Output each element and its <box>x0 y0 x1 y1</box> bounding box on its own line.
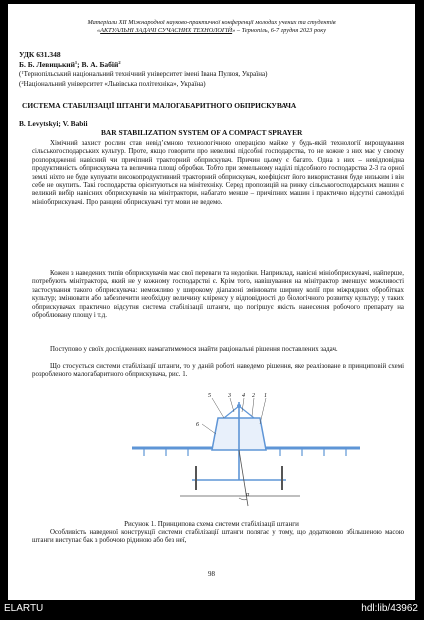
affiliation-2: ($^2$Національний університет «Львівська політехніка», Україна) <box>19 80 206 88</box>
conference-header <box>8 19 415 35</box>
title-english: BAR STABILIZATION SYSTEM OF A COMPACT SPRAYER <box>101 128 303 137</box>
label-6: 6 <box>196 422 199 428</box>
affiliation-1: ($^1$Тернопільський національний технічний університет імені Івана Пулюя, Україна) <box>19 70 268 78</box>
label-1: 1 <box>264 393 267 399</box>
document-page <box>8 4 415 600</box>
paragraph-after-figure: Особливість наведеної конструкції системи стабілізації штанги полягає у тому, що додатковою збільшеною масою штанги виступає бак з робочою рідиною або без неї, <box>32 529 404 545</box>
paragraph-4: Що стосується системи стабілізації штанги, то у даній роботі наведемо рішення, яке реалізоване в принциповій схемі розробленого малогабаритного обприскувача, рис. 1. <box>32 363 404 379</box>
udk-code: УДК 631.348 <box>19 50 61 59</box>
label-2: 2 <box>252 393 255 399</box>
page-number: 98 <box>208 570 215 578</box>
authors-ua: Б. Б. Левицький$^1$; В. А. Бабій$^2$ <box>19 60 121 69</box>
angle-arc <box>239 498 247 500</box>
authors-english: B. Levytskyi; V. Babii <box>19 119 88 128</box>
label-alpha: α <box>246 492 250 498</box>
footer-handle: hdl:lib/43962 <box>361 603 418 614</box>
paragraph-3: Поступово у своїх дослідженнях намагатимемося знайти раціональні рішення поставлених задач. <box>50 346 338 353</box>
paragraph-1: Хімічний захист рослин став невід’ємною технологічною операцією майже у будь-якій технології вирощування сільськогосподарських культур. Проте, якщо говорити про невеликі підсобні господарства, то не кожне з них має у своєму розпорядженні навісний чи причіпний тракторний обприскувач. Причин цьому є багато. Одна з них – невідповідна продуктивність обприскувача та величина площі обробки. Тобто при земельному наділі підсобного господарства 2-3 га орної землі ніхто не буде купувати високопродуктивний тракторний обприскувач, коефіцієнт його використання буде низьким і він себе не окупить. Такі господарства орієнтуються на мінітехніку. Серед пропозицій на ринку сільськогосподарських машин є великий вибір навісних обприскувачів на мінітрактори, набагато менше – причіпних машин і практично відсутні самохідні мініобприскувачі. Про ранцеві обприскувачі тут мови не ведемо. <box>32 140 404 206</box>
label-3: 3 <box>228 393 231 399</box>
sprayer-schematic-figure <box>120 388 370 518</box>
pivot-joint <box>237 404 241 408</box>
header-line-2: «АКТУАЛЬНІ ЗАДАЧІ СУЧАСНИХ ТЕХНОЛОГІЙ» – Тернопіль, 6-7 грудня 2023 року <box>96 27 327 34</box>
title-ukrainian: СИСТЕМА СТАБІЛІЗАЦІЇ ШТАНГИ МАЛОГАБАРИТНОГО ОБПРИСКУВАЧА <box>22 101 297 110</box>
paragraph-2: Кожен з наведених типів обприскувачів має свої переваги та недоліки. Наприклад, навісні мініобприскувачі, найперше, потребують мінітрактора, який не у кожному господарстві є. Крім того, навішування на мінітрактор зменшує можливості застосування такого обприскувача: неможливо у широкому діапазоні змінювати ширину колії при міжрядних обробітках культур; змінювати або забезпечити необхідну величину кліренсу у відповідності до біологічного розвитку культур; у таких обприскувачах практично відсутня система стабілізації штанги, що погіршує якість нанесення робочого препарату на оброблювану площу і т.д. <box>32 270 404 320</box>
footer-repository-name: ELARTU <box>4 603 44 614</box>
figure-caption: Рисунок 1. Принципова схема системи стабілізації штанги <box>124 520 299 528</box>
label-4: 4 <box>242 393 245 399</box>
label-5: 5 <box>208 393 211 399</box>
header-line-1: Матеріали XII Міжнародної науково-практичної конференції молодих учених та студентів <box>87 19 336 26</box>
